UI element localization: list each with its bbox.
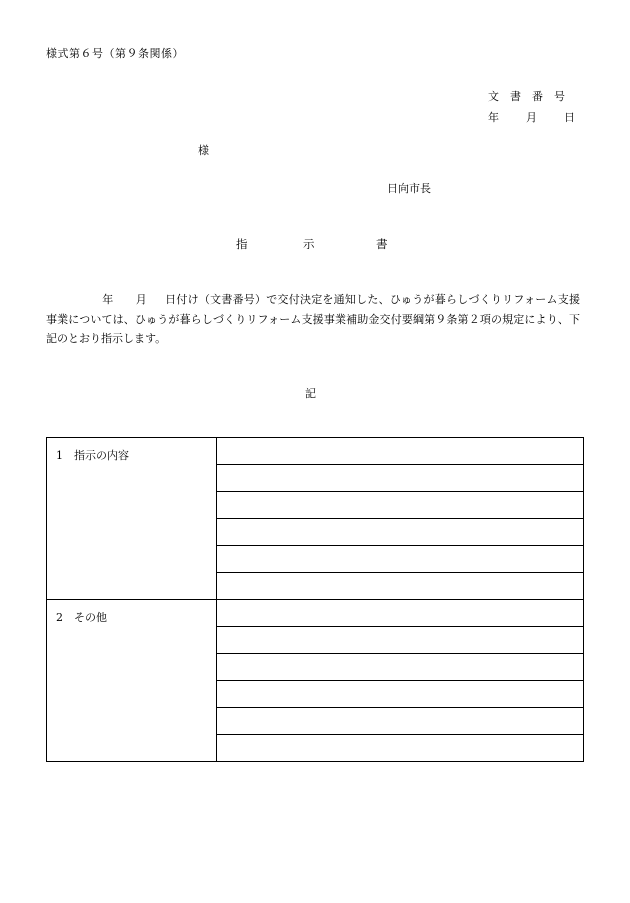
body-month: 月 [135, 293, 147, 306]
entry-line[interactable] [217, 465, 584, 492]
entry-line[interactable] [217, 519, 584, 546]
body-paragraph [46, 290, 580, 349]
document-title-char: 指 [236, 237, 248, 251]
entry-line[interactable] [217, 573, 584, 600]
document-number-char: 文 [488, 90, 499, 103]
document-title-char: 書 [376, 237, 388, 251]
entry-line[interactable] [217, 600, 584, 627]
body-text: 日付け（文書番号）で交付決定を通知した、ひゅうが暮らしづくりリフォーム支援事業については、ひゅうが暮らしづくりリフォーム支援事業補助金交付要綱第９条第２項の規定により、下記のとおり指示します。 [46, 293, 581, 345]
table-row [47, 438, 584, 465]
date-day-label: 日 [564, 111, 575, 124]
body-year: 年 [102, 293, 114, 306]
document-meta [488, 86, 576, 128]
document-number-char: 号 [554, 90, 565, 103]
addressee-honorific: 様 [198, 144, 209, 157]
entry-line[interactable] [217, 654, 584, 681]
section-label-instructions: 1 指示の内容 [47, 438, 217, 600]
document-number-char: 番 [532, 90, 543, 103]
date-year-label: 年 [488, 111, 499, 124]
entry-line[interactable] [217, 681, 584, 708]
entry-line[interactable] [217, 708, 584, 735]
form-number: 様式第６号（第９条関係） [46, 47, 184, 60]
document-number-char: 書 [510, 90, 521, 103]
entry-line[interactable] [217, 546, 584, 573]
document-title-char: 示 [303, 237, 315, 251]
document-number-label [488, 86, 576, 107]
entry-line[interactable] [217, 735, 584, 762]
issuer-name: 日向市長 [387, 182, 431, 195]
section-label-other: 2 その他 [47, 600, 217, 762]
entry-line[interactable] [217, 627, 584, 654]
date-month-label: 月 [526, 111, 537, 124]
ki-heading: 記 [305, 387, 316, 400]
instructions-table [46, 437, 584, 762]
entry-line[interactable] [217, 438, 584, 465]
date-label [488, 107, 576, 128]
entry-line[interactable] [217, 492, 584, 519]
table-row [47, 600, 584, 627]
